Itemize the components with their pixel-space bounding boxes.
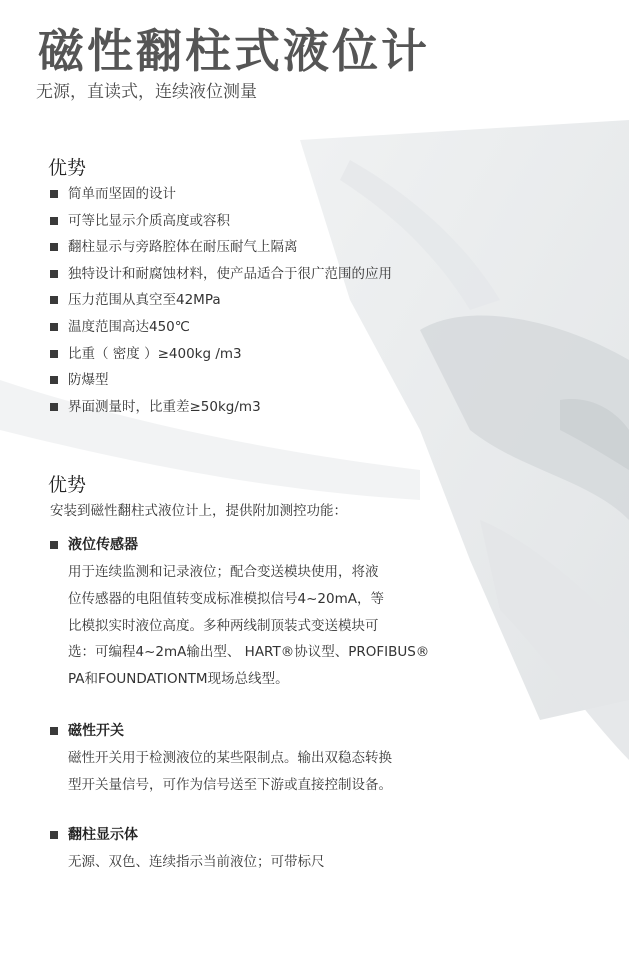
feature-title: 翻柱显示体 — [50, 824, 610, 846]
square-bullet-icon — [50, 217, 58, 225]
square-bullet-icon — [50, 190, 58, 198]
square-bullet-icon — [50, 270, 58, 278]
feature-description: 无源、双色、连续指示当前液位；可带标尺 — [68, 854, 325, 870]
feature-description: 磁性开关用于检测液位的某些限制点。输出双稳态转换 型开关量信号，可作为信号送至下游或直接控制设备。 — [68, 750, 392, 793]
list-item: 可等比显示介质高度或容积 — [50, 208, 392, 235]
advantages-list — [50, 181, 392, 420]
list-item: 界面测量时，比重差≥50kg/m3 — [50, 394, 392, 421]
square-bullet-icon — [50, 376, 58, 384]
square-bullet-icon — [50, 350, 58, 358]
options-intro: 安装到磁性翻柱式液位计上，提供附加测控功能： — [50, 503, 347, 519]
feature-title: 液位传感器 — [50, 534, 610, 556]
feature-magnetic-switch — [50, 720, 610, 799]
square-bullet-icon — [50, 727, 58, 735]
feature-level-sensor — [50, 534, 610, 693]
feature-flip-indicator — [50, 824, 610, 876]
list-item: 简单而坚固的设计 — [50, 181, 392, 208]
square-bullet-icon — [50, 296, 58, 304]
page-title: 磁性翻柱式液位计 — [38, 24, 430, 78]
square-bullet-icon — [50, 541, 58, 549]
list-item: 防爆型 — [50, 367, 392, 394]
feature-description: 用于连续监测和记录液位；配合变送模块使用，将液 位传感器的电阻值转变成标准模拟信号4~20mA，等 比模拟实时液位高度。多种两线制顶装式变送模块可 选：可编程4~2mA输出型、 HART®协议型、PROFIBUS® PA和FOUNDATIONTM现场总线型。 — [68, 564, 430, 688]
list-item: 温度范围高达450℃ — [50, 314, 392, 341]
options-heading: 优势 — [48, 474, 87, 496]
list-item: 比重（ 密度 ）≥400kg /m3 — [50, 341, 392, 368]
list-item: 压力范围从真空至42MPa — [50, 287, 392, 314]
list-item: 独特设计和耐腐蚀材料，使产品适合于很广范围的应用 — [50, 261, 392, 288]
advantages-heading: 优势 — [48, 157, 87, 179]
feature-title: 磁性开关 — [50, 720, 610, 742]
square-bullet-icon — [50, 243, 58, 251]
list-item: 翻柱显示与旁路腔体在耐压耐气上隔离 — [50, 234, 392, 261]
page-subtitle: 无源，直读式，连续液位测量 — [36, 82, 257, 102]
square-bullet-icon — [50, 403, 58, 411]
square-bullet-icon — [50, 831, 58, 839]
square-bullet-icon — [50, 323, 58, 331]
